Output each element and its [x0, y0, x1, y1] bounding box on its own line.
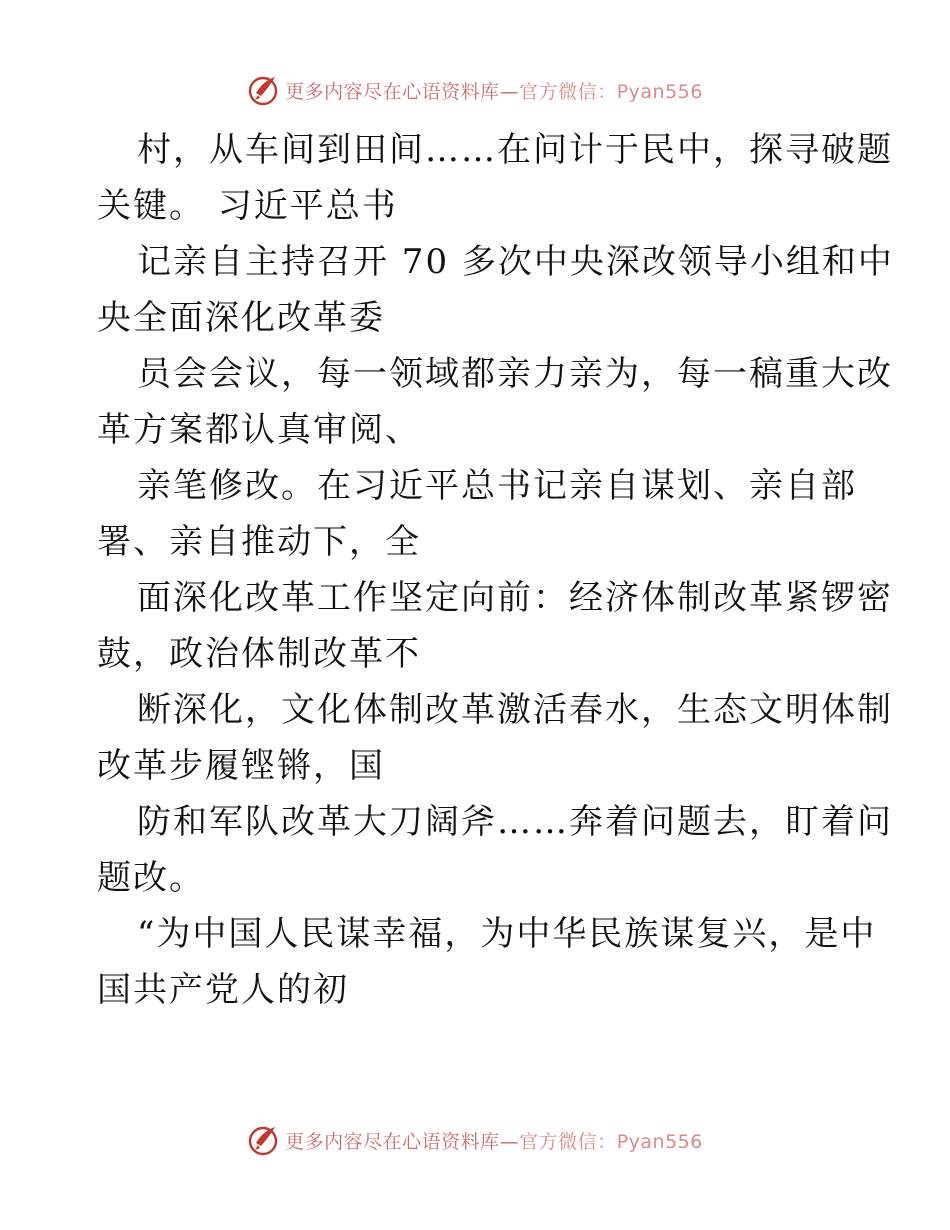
- pen-logo-icon: [247, 73, 281, 107]
- footer-wechat-id: Pyan556: [616, 1130, 703, 1153]
- pen-logo-icon: [247, 1123, 281, 1157]
- header-banner-text: [285, 77, 703, 104]
- text-line: 亲笔修改。在习近平总书记亲自谋划、亲自部: [137, 466, 857, 506]
- text-line: 署、亲自推动下，全: [97, 522, 421, 562]
- text-line: 题改。: [97, 858, 205, 898]
- text-line: 革方案都认真审阅、: [97, 410, 421, 450]
- text-line: 员会会议，每一领域都亲力亲为，每一稿重大改: [137, 354, 893, 394]
- text-line: 改革步履铿锵，国: [97, 746, 385, 786]
- text-line: 关键。 习近平总书: [97, 186, 398, 226]
- text-line: 鼓，政治体制改革不: [97, 634, 421, 674]
- document-body: [97, 122, 894, 1018]
- footer-wechat-label: 官方微信：: [519, 1130, 617, 1153]
- footer-banner: [0, 1122, 950, 1158]
- text-line: 国共产党人的初: [97, 970, 349, 1010]
- text-line: 央全面深化改革委: [97, 298, 385, 338]
- header-wechat-label: 官方微信：: [519, 80, 617, 103]
- footer-banner-text: [285, 1127, 703, 1154]
- header-banner: [0, 72, 950, 108]
- text-line: 村，从车间到田间……在问计于民中，探寻破题: [137, 130, 893, 170]
- footer-promo-text: 更多内容尽在心语资料库: [285, 1130, 500, 1153]
- text-line: 防和军队改革大刀阔斧……奔着问题去，盯着问: [137, 802, 893, 842]
- text-line: 记亲自主持召开 70 多次中央深改领导小组和中: [137, 242, 894, 282]
- text-line: 面深化改革工作坚定向前：经济体制改革紧锣密: [137, 578, 893, 618]
- footer-dash: —: [499, 1130, 520, 1153]
- header-dash: —: [499, 80, 520, 103]
- text-line: “为中国人民谋幸福，为中华民族谋复兴，是中: [137, 914, 877, 954]
- header-wechat-id: Pyan556: [616, 80, 703, 103]
- header-promo-text: 更多内容尽在心语资料库: [285, 80, 500, 103]
- text-line: 断深化，文化体制改革激活春水，生态文明体制: [137, 690, 893, 730]
